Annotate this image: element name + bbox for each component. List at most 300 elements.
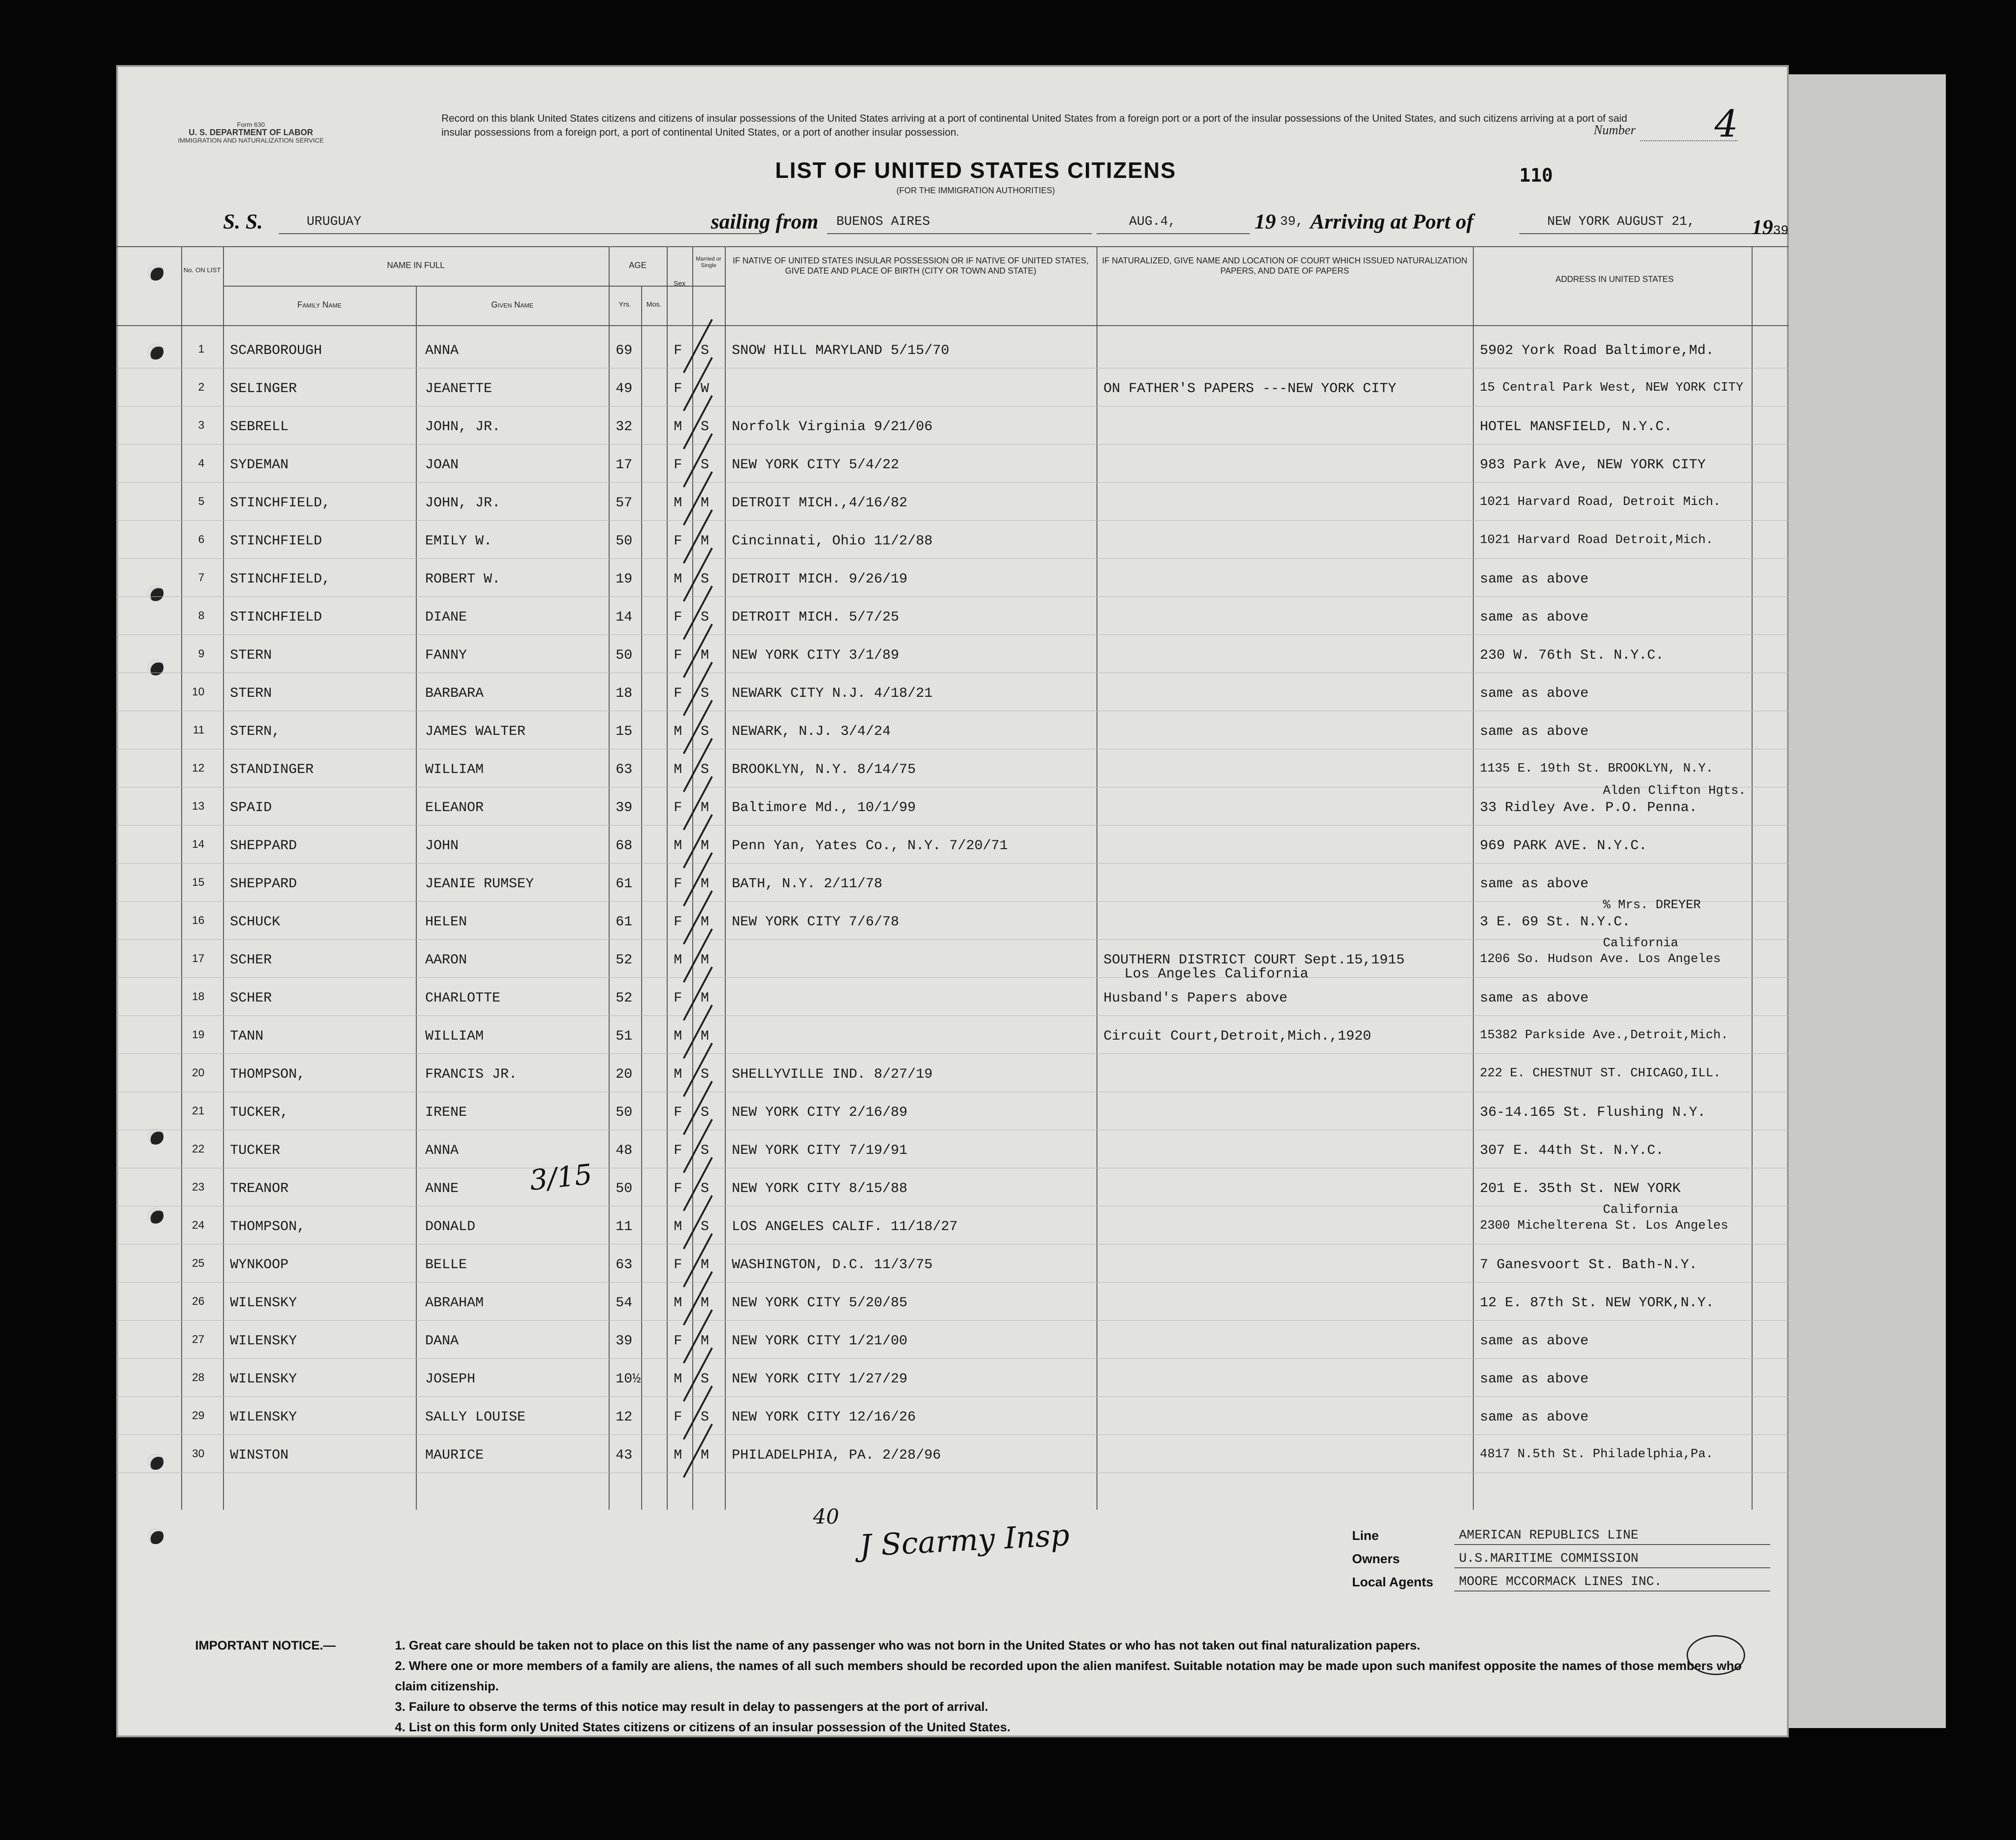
family-name: STANDINGER (230, 762, 314, 778)
table-row (116, 711, 1789, 749)
marital-status: S (701, 1181, 709, 1197)
given-name: EMILY W. (425, 533, 493, 549)
birth-place-date: DETROIT MICH. 9/26/19 (732, 571, 908, 587)
notice-item: 3. Failure to observe the terms of this notice may result in delay to passengers at the port of arrival. (395, 1700, 988, 1714)
marital-status: M (701, 952, 709, 968)
row-number: 10 (192, 686, 204, 698)
given-name: FANNY (425, 648, 467, 663)
marital-status: S (701, 1219, 709, 1235)
age-years: 50 (616, 1105, 633, 1120)
sex: F (674, 381, 683, 397)
marital-status: S (701, 457, 709, 473)
row-number: 29 (192, 1409, 204, 1422)
sex: F (674, 1257, 683, 1273)
col-head-native: IF NATIVE OF UNITED STATES INSULAR POSSESSION OR IF NATIVE OF UNITED STATES, GIVE DATE AND PLACE OF BIRTH (CITY OR TOWN AND STATE) (732, 256, 1089, 275)
naturalization: Husband's Papers above (1103, 990, 1288, 1006)
address: same as above (1480, 1371, 1589, 1387)
address: same as above (1480, 1333, 1589, 1349)
family-name: STERN (230, 648, 272, 663)
address-line-above: Alden Clifton Hgts. (1603, 784, 1746, 798)
age-years: 12 (616, 1409, 633, 1425)
row-number: 27 (192, 1333, 204, 1346)
table-row (116, 1054, 1789, 1092)
marital-status: M (701, 914, 709, 930)
given-name: DANA (425, 1333, 459, 1349)
inspector-signature: J Scarmy Insp (859, 1518, 1070, 1564)
row-number: 5 (198, 495, 204, 508)
address: 307 E. 44th St. N.Y.C. (1480, 1143, 1664, 1159)
family-name: TUCKER (230, 1143, 281, 1159)
row-number: 7 (198, 571, 204, 584)
footer-area (116, 1505, 1789, 1737)
number-value: 4 (1714, 102, 1738, 145)
sex: F (674, 457, 683, 473)
marital-status: M (701, 990, 709, 1006)
passenger-table (116, 246, 1789, 1510)
age-years: 49 (616, 381, 633, 397)
marital-status: M (701, 533, 709, 549)
notice-label: IMPORTANT NOTICE.— (195, 1638, 336, 1652)
sailing-label: sailing from (711, 210, 819, 233)
notice-item: 2. Where one or more members of a family are aliens, the names of all such members should be recorded upon the alien manifest. Suitable notation may be made upon such manifest opposite the names of those members who claim citizenship. (395, 1659, 1742, 1693)
sex: M (674, 495, 683, 511)
birth-place-date: NEWARK, N.J. 3/4/24 (732, 724, 891, 740)
birth-place-date: BROOKLYN, N.Y. 8/14/75 (732, 762, 916, 778)
arrival-year-prefix-display: 19 (1752, 215, 1773, 239)
row-number: 13 (192, 800, 204, 812)
row-number: 30 (192, 1447, 204, 1460)
birth-place-date: Baltimore Md., 10/1/99 (732, 800, 916, 816)
naturalization: Circuit Court,Detroit,Mich.,1920 (1103, 1028, 1372, 1044)
sex: F (674, 876, 683, 892)
birth-place-date: DETROIT MICH.,4/16/82 (732, 495, 908, 511)
row-number: 26 (192, 1295, 204, 1308)
col-head-naturalized: IF NATURALIZED, GIVE NAME AND LOCATION OF COURT WHICH ISSUED NATURALIZATION PAPERS, AND DATE OF PAPERS (1102, 256, 1468, 275)
age-years: 68 (616, 838, 633, 854)
address: same as above (1480, 876, 1589, 892)
ship-name: URUGUAY (307, 215, 361, 229)
row-number: 18 (192, 990, 204, 1003)
number-label: Number (1594, 123, 1636, 138)
age-years: 39 (616, 800, 633, 816)
arrival-year-block (1752, 215, 1789, 239)
address: 1021 Harvard Road, Detroit Mich. (1480, 495, 1721, 509)
age-years: 63 (616, 1257, 633, 1273)
family-name: WINSTON (230, 1447, 289, 1463)
given-name: JOAN (425, 457, 459, 473)
family-name: STINCHFIELD (230, 609, 322, 625)
sex: M (674, 571, 683, 587)
marital-status: S (701, 762, 709, 778)
sex: F (674, 686, 683, 701)
given-name: WILLIAM (425, 1028, 484, 1044)
marital-status: M (701, 1447, 709, 1463)
sex: M (674, 1447, 683, 1463)
birth-place-date: NEW YORK CITY 3/1/89 (732, 648, 900, 663)
row-number: 16 (192, 914, 204, 927)
age-years: 18 (616, 686, 633, 701)
marital-status: M (701, 495, 709, 511)
col-head-no: No. ON LIST (183, 266, 221, 274)
address: same as above (1480, 571, 1589, 587)
age-years: 39 (616, 1333, 633, 1349)
sex: M (674, 419, 683, 435)
address: same as above (1480, 724, 1589, 740)
marital-status: S (701, 1105, 709, 1120)
table-row (116, 977, 1789, 1016)
age-years: 20 (616, 1067, 633, 1082)
given-name: WILLIAM (425, 762, 484, 778)
age-years: 57 (616, 495, 633, 511)
row-number: 12 (192, 762, 204, 774)
marital-status: S (701, 1371, 709, 1387)
family-name: SYDEMAN (230, 457, 289, 473)
col-head-married: Married or Single (696, 255, 722, 268)
age-years: 43 (616, 1447, 633, 1463)
list-number (1594, 102, 1770, 144)
given-name: ANNE (425, 1181, 459, 1197)
sex: F (674, 1105, 683, 1120)
given-name: BELLE (425, 1257, 467, 1273)
col-head-family: Family Name (297, 300, 342, 309)
col-head-name: NAME IN FULL (387, 261, 445, 270)
row-number: 14 (192, 838, 204, 851)
family-name: WILENSKY (230, 1333, 297, 1349)
owners-label: Owners (1352, 1552, 1400, 1566)
table-row (116, 330, 1789, 368)
marital-status: M (701, 838, 709, 854)
row-number: 25 (192, 1257, 204, 1270)
family-name: THOMPSON, (230, 1067, 306, 1082)
sex: F (674, 1143, 683, 1159)
row-number: 15 (192, 876, 204, 889)
birth-place-date: WASHINGTON, D.C. 11/3/75 (732, 1257, 933, 1273)
sex: M (674, 1219, 683, 1235)
agents-label: Local Agents (1352, 1575, 1433, 1589)
row-number: 21 (192, 1105, 204, 1117)
row-number: 9 (198, 648, 204, 660)
sex: F (674, 648, 683, 663)
birth-place-date: Cincinnati, Ohio 11/2/88 (732, 533, 933, 549)
family-name: THOMPSON, (230, 1219, 306, 1235)
sex: F (674, 343, 683, 359)
marital-status: M (701, 876, 709, 892)
table-row (116, 1130, 1789, 1168)
sex: F (674, 1181, 683, 1197)
page-subtitle: (FOR THE IMMIGRATION AUTHORITIES) (896, 186, 1055, 195)
marital-status: M (701, 1295, 709, 1311)
sex: F (674, 800, 683, 816)
marital-status: M (701, 800, 709, 816)
address: 36-14.165 St. Flushing N.Y. (1480, 1105, 1706, 1120)
table-row (116, 368, 1789, 406)
marital-status: S (701, 1143, 709, 1159)
row-number: 22 (192, 1143, 204, 1155)
given-name: BARBARA (425, 686, 484, 701)
age-years: 63 (616, 762, 633, 778)
arrival-underline (1519, 233, 1789, 234)
given-name: JEANIE RUMSEY (425, 876, 534, 892)
from-underline (827, 233, 1092, 234)
manifest-sheet (116, 65, 1789, 1737)
given-name: JOHN, JR. (425, 419, 501, 435)
arrival-date: AUGUST 21, (1617, 215, 1695, 229)
birth-place-date: NEW YORK CITY 7/6/78 (732, 914, 900, 930)
form-number: Form 630 (237, 121, 265, 128)
family-name: WILENSKY (230, 1295, 297, 1311)
depart-date: AUG.4, (1129, 215, 1176, 229)
row-number: 19 (192, 1028, 204, 1041)
given-name: JOHN, JR. (425, 495, 501, 511)
sex: F (674, 914, 683, 930)
address: 4817 N.5th St. Philadelphia,Pa. (1480, 1447, 1714, 1461)
col-head-mos: Mos. (646, 301, 662, 308)
address: 1206 So. Hudson Ave. Los Angeles (1480, 952, 1721, 966)
family-name: WILENSKY (230, 1409, 297, 1425)
given-name: SALLY LOUISE (425, 1409, 526, 1425)
row-number: 4 (198, 457, 204, 470)
given-name: MAURICE (425, 1447, 484, 1463)
given-name: IRENE (425, 1105, 467, 1120)
age-years: 32 (616, 419, 633, 435)
age-years: 48 (616, 1143, 633, 1159)
table-row (116, 1320, 1789, 1359)
row-number: 23 (192, 1181, 204, 1193)
service-name: IMMIGRATION AND NATURALIZATION SERVICE (178, 137, 324, 144)
address: 3 E. 69 St. N.Y.C. (1480, 914, 1631, 930)
col-head-address: ADDRESS IN UNITED STATES (1555, 275, 1674, 284)
sex: F (674, 990, 683, 1006)
line-row (1352, 1524, 1770, 1547)
family-name: TREANOR (230, 1181, 289, 1197)
sex: F (674, 1333, 683, 1349)
address: 2300 Michelterena St. Los Angeles (1480, 1219, 1728, 1233)
age-years: 54 (616, 1295, 633, 1311)
age-years: 69 (616, 343, 633, 359)
birth-place-date: DETROIT MICH. 5/7/25 (732, 609, 900, 625)
family-name: SCHER (230, 952, 272, 968)
age-years: 14 (616, 609, 633, 625)
given-name: HELEN (425, 914, 467, 930)
line-underline (1454, 1544, 1770, 1545)
row-number: 28 (192, 1371, 204, 1384)
given-name: AARON (425, 952, 467, 968)
header-bottom-rule (116, 325, 1789, 326)
family-name: SCARBOROUGH (230, 343, 322, 359)
line-value: AMERICAN REPUBLICS LINE (1459, 1528, 1639, 1543)
row-number: 24 (192, 1219, 204, 1231)
notice-item: 1. Great care should be taken not to place on this list the name of any passenger who was not born in the United States or who has not taken out final naturalization papers. (395, 1638, 1420, 1652)
arrival-port: NEW YORK (1547, 215, 1610, 229)
family-name: WYNKOOP (230, 1257, 289, 1273)
family-name: TANN (230, 1028, 264, 1044)
table-row (116, 673, 1789, 711)
address: 15 Central Park West, NEW YORK CITY (1480, 381, 1744, 395)
address: 230 W. 76th St. N.Y.C. (1480, 648, 1664, 663)
date-underline (1097, 233, 1250, 234)
sex: F (674, 609, 683, 625)
sex: M (674, 838, 683, 854)
family-name: STINCHFIELD, (230, 495, 331, 511)
table-row (116, 749, 1789, 787)
given-name: ROBERT W. (425, 571, 501, 587)
age-years: 11 (616, 1219, 633, 1235)
birth-place-date: BATH, N.Y. 2/11/78 (732, 876, 883, 892)
table-row (116, 406, 1789, 445)
given-name: JOSEPH (425, 1371, 476, 1387)
address: same as above (1480, 1409, 1589, 1425)
marital-status: S (701, 1067, 709, 1082)
birth-place-date: NEW YORK CITY 2/16/89 (732, 1105, 908, 1120)
margin-note: 3/15 (528, 1158, 594, 1197)
table-row (116, 482, 1789, 521)
family-name: STERN, (230, 724, 281, 740)
owners-value: U.S.MARITIME COMMISSION (1459, 1552, 1639, 1566)
line-label: Line (1352, 1528, 1379, 1543)
family-name: SHEPPARD (230, 876, 297, 892)
from-port: BUENOS AIRES (836, 215, 930, 229)
col-head-yrs: Yrs. (618, 301, 631, 308)
col-head-age: AGE (629, 261, 647, 270)
address: 15382 Parkside Ave.,Detroit,Mich. (1480, 1028, 1728, 1042)
record-instructions: Record on this blank United States citizens and citizens of insular possessions of the United States arriving at a port of continental United States from a foreign port or a port of the insular possessions of the United States, and such citizens arriving at a port of said insular possessions from a foreign port, a port of continental United States, or a port of another insular possession. (441, 112, 1628, 138)
bottom-count: 40 (813, 1505, 839, 1529)
marital-status: W (701, 381, 709, 397)
birth-place-date: Norfolk Virginia 9/21/06 (732, 419, 933, 435)
page-title: LIST OF UNITED STATES CITIZENS (775, 158, 1176, 183)
age-years: 61 (616, 876, 633, 892)
table-row (116, 635, 1789, 673)
address: 33 Ridley Ave. P.O. Penna. (1480, 800, 1698, 816)
address: 12 E. 87th St. NEW YORK,N.Y. (1480, 1295, 1714, 1311)
marital-status: M (701, 1028, 709, 1044)
given-name: JAMES WALTER (425, 724, 526, 740)
address: 983 Park Ave, NEW YORK CITY (1480, 457, 1706, 473)
birth-place-date: NEW YORK CITY 8/15/88 (732, 1181, 908, 1197)
form-identifier (149, 121, 353, 144)
table-row (116, 520, 1789, 559)
address: 7 Ganesvoort St. Bath-N.Y. (1480, 1257, 1698, 1273)
birth-place-date: SNOW HILL MARYLAND 5/15/70 (732, 343, 950, 359)
address: 969 PARK AVE. N.Y.C. (1480, 838, 1648, 854)
row-number: 1 (198, 343, 204, 355)
marital-status: S (701, 686, 709, 701)
family-name: SEBRELL (230, 419, 289, 435)
given-name: DONALD (425, 1219, 476, 1235)
age-years: 50 (616, 533, 633, 549)
given-name: CHARLOTTE (425, 990, 501, 1006)
col-head-given: Given Name (491, 300, 533, 309)
birth-place-date: NEW YORK CITY 7/19/91 (732, 1143, 908, 1159)
marital-status: S (701, 1409, 709, 1425)
age-years: 50 (616, 648, 633, 663)
notice-item: 4. List on this form only United States citizens or citizens of an insular possession of the United States. (395, 1720, 1011, 1734)
naturalization-line2: Los Angeles California (1124, 966, 1309, 982)
age-years: 10½ (616, 1371, 641, 1387)
sex: M (674, 1067, 683, 1082)
address: same as above (1480, 990, 1589, 1006)
marital-status: M (701, 648, 709, 663)
col-head-sex: Sex (673, 280, 686, 288)
age-years: 51 (616, 1028, 633, 1044)
address: 5902 York Road Baltimore,Md. (1480, 343, 1714, 359)
row-number: 2 (198, 381, 204, 393)
arrival-year: 39 (1773, 224, 1789, 238)
family-name: SCHER (230, 990, 272, 1006)
age-years: 52 (616, 952, 633, 968)
row-number: 20 (192, 1067, 204, 1079)
family-name: SELINGER (230, 381, 297, 397)
circled-mark (1687, 1635, 1745, 1675)
table-row (116, 1203, 1789, 1244)
birth-place-date: PHILADELPHIA, PA. 2/28/96 (732, 1447, 941, 1463)
birth-place-date: NEW YORK CITY 12/16/26 (732, 1409, 916, 1425)
sex: F (674, 533, 683, 549)
naturalization: ON FATHER'S PAPERS ---NEW YORK CITY (1103, 381, 1397, 397)
age-years: 50 (616, 1181, 633, 1197)
family-name: STINCHFIELD, (230, 571, 331, 587)
address: same as above (1480, 609, 1589, 625)
birth-place-date: LOS ANGELES CALIF. 11/18/27 (732, 1219, 958, 1235)
ss-label: S. S. (223, 210, 263, 233)
birth-place-date: NEWARK CITY N.J. 4/18/21 (732, 686, 933, 701)
naturalization: SOUTHERN DISTRICT COURT Sept.15,1915 (1103, 952, 1405, 968)
row-number: 8 (198, 609, 204, 622)
agents-value: MOORE MCCORMACK LINES INC. (1459, 1575, 1662, 1589)
table-row (116, 1092, 1789, 1130)
age-years: 19 (616, 571, 633, 587)
family-name: SPAID (230, 800, 272, 816)
stamp-number: 110 (1519, 165, 1553, 186)
given-name: JOHN (425, 838, 459, 854)
steamship-line-block (1352, 1524, 1770, 1593)
birth-place-date: NEW YORK CITY 1/21/00 (732, 1333, 908, 1349)
family-name: SHEPPARD (230, 838, 297, 854)
table-row (116, 825, 1789, 864)
family-name: SCHUCK (230, 914, 281, 930)
address: 1135 E. 19th St. BROOKLYN, N.Y. (1480, 762, 1714, 776)
marital-status: S (701, 571, 709, 587)
marital-status: M (701, 1333, 709, 1349)
marital-status: M (701, 1257, 709, 1273)
table-row (116, 1168, 1789, 1206)
given-name: ABRAHAM (425, 1295, 484, 1311)
sex: M (674, 1295, 683, 1311)
address-line-above: California (1603, 936, 1679, 950)
marital-status: S (701, 343, 709, 359)
table-row (116, 1015, 1789, 1054)
row-number: 11 (193, 724, 204, 736)
owners-row (1352, 1547, 1770, 1570)
family-name: STINCHFIELD (230, 533, 322, 549)
address: 222 E. CHESTNUT ST. CHICAGO,ILL. (1480, 1067, 1721, 1080)
agents-row (1352, 1570, 1770, 1593)
address-line-above: California (1603, 1203, 1679, 1217)
row-number: 17 (192, 952, 204, 965)
sex: M (674, 952, 683, 968)
table-row (116, 596, 1789, 635)
marital-status: S (701, 609, 709, 625)
birth-place-date: NEW YORK CITY 5/20/85 (732, 1295, 908, 1311)
table-row (116, 784, 1789, 825)
sex: M (674, 724, 683, 740)
address: 201 E. 35th St. NEW YORK (1480, 1181, 1681, 1197)
marital-status: S (701, 419, 709, 435)
table-row (116, 936, 1789, 982)
address: 1021 Harvard Road Detroit,Mich. (1480, 533, 1714, 547)
given-name: ANNA (425, 1143, 459, 1159)
department-name: U. S. DEPARTMENT OF LABOR (189, 128, 313, 137)
